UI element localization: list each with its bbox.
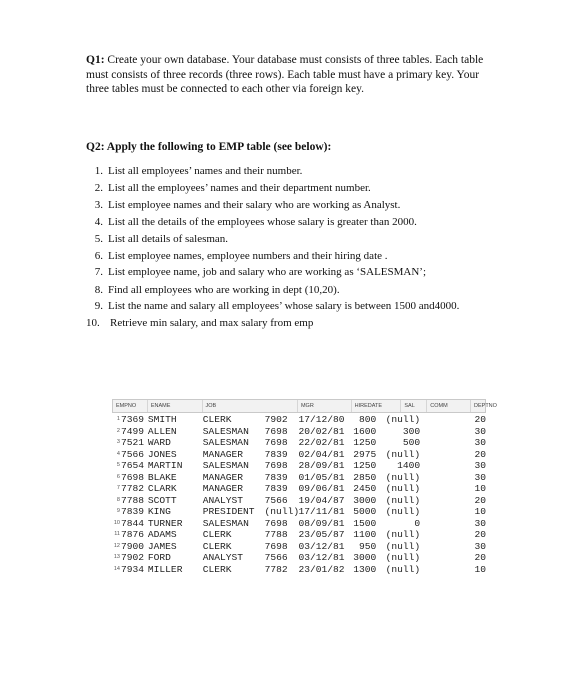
job-cell: SALESMAN — [202, 437, 249, 448]
comm-cell: (null) — [385, 483, 421, 494]
task-item — [86, 248, 496, 265]
row-number: 9 — [116, 508, 120, 514]
mgr-cell: 7839 — [264, 448, 288, 460]
table-row — [112, 529, 486, 541]
table-row — [112, 564, 486, 576]
task-item — [86, 299, 496, 314]
hiredate-cell: 23/05/87 — [298, 529, 345, 540]
emp-table-header — [112, 399, 497, 413]
question-1 — [86, 53, 496, 97]
task-item — [86, 197, 496, 214]
sal-cell: 2975 — [353, 448, 377, 460]
task-item — [86, 315, 496, 332]
hiredate-cell: 17/12/80 — [298, 414, 345, 425]
hiredate-cell: 17/11/81 — [298, 506, 345, 517]
ename-cell: SCOTT — [147, 494, 177, 506]
sal-cell: 1250 — [353, 437, 377, 448]
table-row — [112, 472, 486, 484]
mgr-cell: 7839 — [264, 471, 288, 483]
comm-cell: (null) — [385, 552, 421, 563]
mgr-cell: 7698 — [264, 437, 288, 448]
job-cell: SALESMAN — [202, 517, 249, 529]
task-text: Find all employees who are working in dept (10,20). — [108, 283, 340, 296]
ename-cell: FORD — [147, 552, 171, 563]
empno-cell: 7902 — [120, 552, 145, 563]
hiredate-cell: 02/04/81 — [298, 448, 345, 460]
deptno-cell: 30 — [474, 540, 486, 552]
column-header-ename[interactable]: ENAME — [148, 400, 203, 412]
comm-cell: (null) — [385, 471, 421, 483]
task-number: 7. — [94, 266, 103, 278]
hiredate-cell: 08/09/81 — [298, 517, 345, 529]
emp-table — [112, 399, 497, 575]
job-cell: CLERK — [202, 540, 232, 552]
table-row — [112, 449, 486, 461]
hiredate-cell: 22/02/81 — [298, 437, 345, 448]
hiredate-cell: 03/12/81 — [298, 552, 345, 563]
ename-cell: ADAMS — [147, 529, 177, 540]
ename-cell: WARD — [147, 437, 171, 448]
mgr-cell: 7698 — [264, 517, 288, 529]
task-item — [86, 231, 496, 248]
mgr-cell: 7788 — [264, 529, 288, 540]
ename-cell: MILLER — [147, 563, 183, 575]
table-row — [112, 426, 486, 438]
deptno-cell: 30 — [474, 517, 486, 529]
task-number: 9. — [94, 299, 103, 312]
task-number: 3. — [94, 199, 103, 211]
hiredate-cell: 09/06/81 — [298, 483, 345, 494]
row-number: 14 — [113, 565, 120, 572]
task-text: List employee name, job and salary who are working as ‘SALESMAN’; — [108, 266, 427, 278]
row-number: 12 — [113, 542, 120, 549]
sal-cell: 1100 — [353, 529, 377, 540]
mgr-cell: 7902 — [264, 414, 288, 425]
task-number: 2. — [94, 182, 103, 194]
empno-cell: 7839 — [120, 506, 144, 517]
emp-table-body — [112, 414, 486, 575]
task-item — [86, 265, 496, 280]
empno-cell: 7782 — [120, 483, 145, 494]
deptno-cell: 10 — [474, 483, 486, 494]
task-text: Retrieve min salary, and max salary from emp — [110, 317, 314, 329]
empno-cell: 7876 — [120, 529, 145, 540]
ename-cell: SMITH — [147, 414, 177, 425]
row-number: 13 — [113, 554, 120, 560]
mgr-cell: 7698 — [264, 460, 288, 471]
row-number: 7 — [116, 485, 120, 491]
hiredate-cell: 20/02/81 — [298, 425, 345, 437]
sal-cell: 2450 — [353, 483, 377, 494]
hiredate-cell: 23/01/82 — [298, 563, 345, 575]
column-header-job[interactable]: JOB — [203, 400, 298, 412]
mgr-cell: (null) — [264, 506, 300, 517]
table-row — [112, 518, 486, 530]
empno-cell: 7698 — [120, 471, 145, 483]
empno-cell: 7788 — [120, 494, 145, 506]
deptno-cell: 20 — [474, 552, 486, 563]
sal-cell: 1300 — [353, 563, 377, 575]
deptno-cell: 10 — [474, 563, 486, 575]
comm-cell: (null) — [385, 494, 421, 506]
task-item — [86, 180, 496, 197]
deptno-cell: 20 — [474, 414, 486, 425]
comm-cell: 300 — [402, 425, 421, 437]
comm-cell: (null) — [385, 529, 421, 540]
mgr-cell: 7698 — [264, 540, 288, 552]
deptno-cell: 20 — [474, 529, 486, 540]
empno-cell: 7499 — [120, 425, 145, 437]
deptno-cell: 30 — [474, 437, 486, 448]
sal-cell: 800 — [359, 414, 377, 425]
question-2-heading: Q2: Apply the following to EMP table (see below): — [86, 141, 332, 153]
column-header-hiredate[interactable]: HIREDATE — [352, 400, 402, 412]
task-text: List all the employees’ names and their department number. — [108, 182, 371, 194]
comm-cell: 0 — [414, 517, 421, 529]
deptno-cell: 10 — [474, 506, 486, 517]
task-text: List all the details of the employees whose salary is greater than 2000. — [108, 216, 417, 228]
hiredate-cell: 01/05/81 — [298, 471, 345, 483]
table-row — [112, 495, 486, 507]
job-cell: MANAGER — [202, 471, 244, 483]
table-row — [112, 552, 486, 564]
ename-cell: CLARK — [147, 483, 177, 494]
row-number: 4 — [116, 450, 120, 457]
task-number: 8. — [94, 283, 103, 296]
row-number: 5 — [116, 462, 120, 468]
column-header-empno[interactable]: EMPNO — [113, 400, 148, 412]
hiredate-cell: 03/12/81 — [298, 540, 345, 552]
task-item — [86, 282, 496, 299]
question-1-label: Q1: — [86, 54, 105, 66]
task-item — [86, 214, 496, 231]
deptno-cell: 30 — [474, 471, 486, 483]
deptno-cell: 20 — [474, 494, 486, 506]
row-number: 3 — [116, 439, 120, 445]
ename-cell: KING — [147, 506, 171, 517]
job-cell: ANALYST — [202, 494, 244, 506]
hiredate-cell: 28/09/81 — [298, 460, 345, 471]
comm-cell: 500 — [402, 437, 421, 448]
sal-cell: 1600 — [353, 425, 377, 437]
sal-cell: 1500 — [353, 517, 377, 529]
mgr-cell: 7839 — [264, 483, 288, 494]
job-cell: CLERK — [202, 529, 232, 540]
ename-cell: JONES — [147, 448, 177, 460]
deptno-cell: 20 — [474, 448, 486, 460]
comm-cell: (null) — [385, 563, 421, 575]
job-cell: ANALYST — [202, 552, 244, 563]
empno-cell: 7654 — [120, 460, 145, 471]
row-number: 11 — [114, 531, 120, 537]
sal-cell: 1250 — [353, 460, 377, 471]
table-row — [112, 541, 486, 553]
ename-cell: JAMES — [147, 540, 177, 552]
ename-cell: BLAKE — [147, 471, 177, 483]
comm-cell: (null) — [385, 414, 421, 425]
task-number: 4. — [94, 216, 103, 228]
comm-cell: 1400 — [397, 460, 421, 471]
sal-cell: 2850 — [353, 471, 377, 483]
column-header-comm[interactable]: COMM — [427, 400, 471, 412]
task-text: List the name and salary all employees’ whose salary is between 1500 and4000. — [108, 299, 460, 312]
sal-cell: 950 — [359, 540, 377, 552]
job-cell: SALESMAN — [202, 460, 249, 471]
job-cell: MANAGER — [202, 483, 244, 494]
empno-cell: 7844 — [120, 517, 145, 529]
task-number: 1. — [94, 165, 103, 177]
row-number: 2 — [116, 427, 120, 434]
task-number: 10. — [86, 317, 100, 329]
empno-cell: 7369 — [120, 414, 145, 425]
job-cell: CLERK — [202, 414, 232, 425]
comm-cell: (null) — [385, 448, 421, 460]
mgr-cell: 7566 — [264, 494, 288, 506]
comm-cell: (null) — [385, 540, 421, 552]
task-text: List employee names and their salary who are working as Analyst. — [108, 199, 401, 211]
task-number: 6. — [94, 250, 103, 262]
deptno-cell: 30 — [474, 460, 486, 471]
task-text: List all details of salesman. — [108, 233, 229, 245]
sal-cell: 3000 — [353, 494, 377, 506]
mgr-cell: 7782 — [264, 563, 288, 575]
empno-cell: 7521 — [120, 437, 145, 448]
question-1-text: Create your own database. Your database must consists of three tables. Each table must consists of three records (three rows). Each table must have a primary key. Your three tables must be connected to each other via foreign key. — [86, 54, 484, 95]
column-header-mgr[interactable]: MGR — [298, 400, 352, 412]
row-number: 1 — [116, 416, 120, 422]
task-list — [86, 163, 496, 332]
job-cell: MANAGER — [202, 448, 244, 460]
ename-cell: ALLEN — [147, 425, 177, 437]
sal-cell: 5000 — [353, 506, 377, 517]
mgr-cell: 7698 — [264, 425, 288, 437]
mgr-cell: 7566 — [264, 552, 288, 563]
table-row — [112, 460, 486, 472]
table-row — [112, 414, 486, 426]
comm-cell: (null) — [385, 506, 421, 517]
task-number: 5. — [94, 233, 103, 245]
job-cell: PRESIDENT — [202, 506, 255, 517]
job-cell: CLERK — [202, 563, 232, 575]
row-number: 10 — [113, 519, 120, 526]
empno-cell: 7900 — [120, 540, 145, 552]
hiredate-cell: 19/04/87 — [298, 494, 345, 506]
task-item — [86, 163, 496, 180]
empno-cell: 7566 — [120, 448, 145, 460]
table-row — [112, 506, 486, 518]
table-row — [112, 437, 486, 449]
table-row — [112, 483, 486, 495]
empno-cell: 7934 — [120, 563, 145, 575]
ename-cell: TURNER — [147, 517, 183, 529]
row-number: 8 — [116, 496, 120, 503]
column-header-deptno[interactable]: DEPTNO — [474, 403, 497, 409]
task-text: List all employees’ names and their number. — [108, 165, 303, 177]
row-number: 6 — [116, 473, 120, 480]
ename-cell: MARTIN — [147, 460, 183, 471]
column-header-sal[interactable]: SAL — [401, 400, 427, 412]
sal-cell: 3000 — [353, 552, 377, 563]
job-cell: SALESMAN — [202, 425, 249, 437]
deptno-cell: 30 — [474, 425, 486, 437]
task-text: List employee names, employee numbers and their hiring date . — [108, 250, 388, 262]
